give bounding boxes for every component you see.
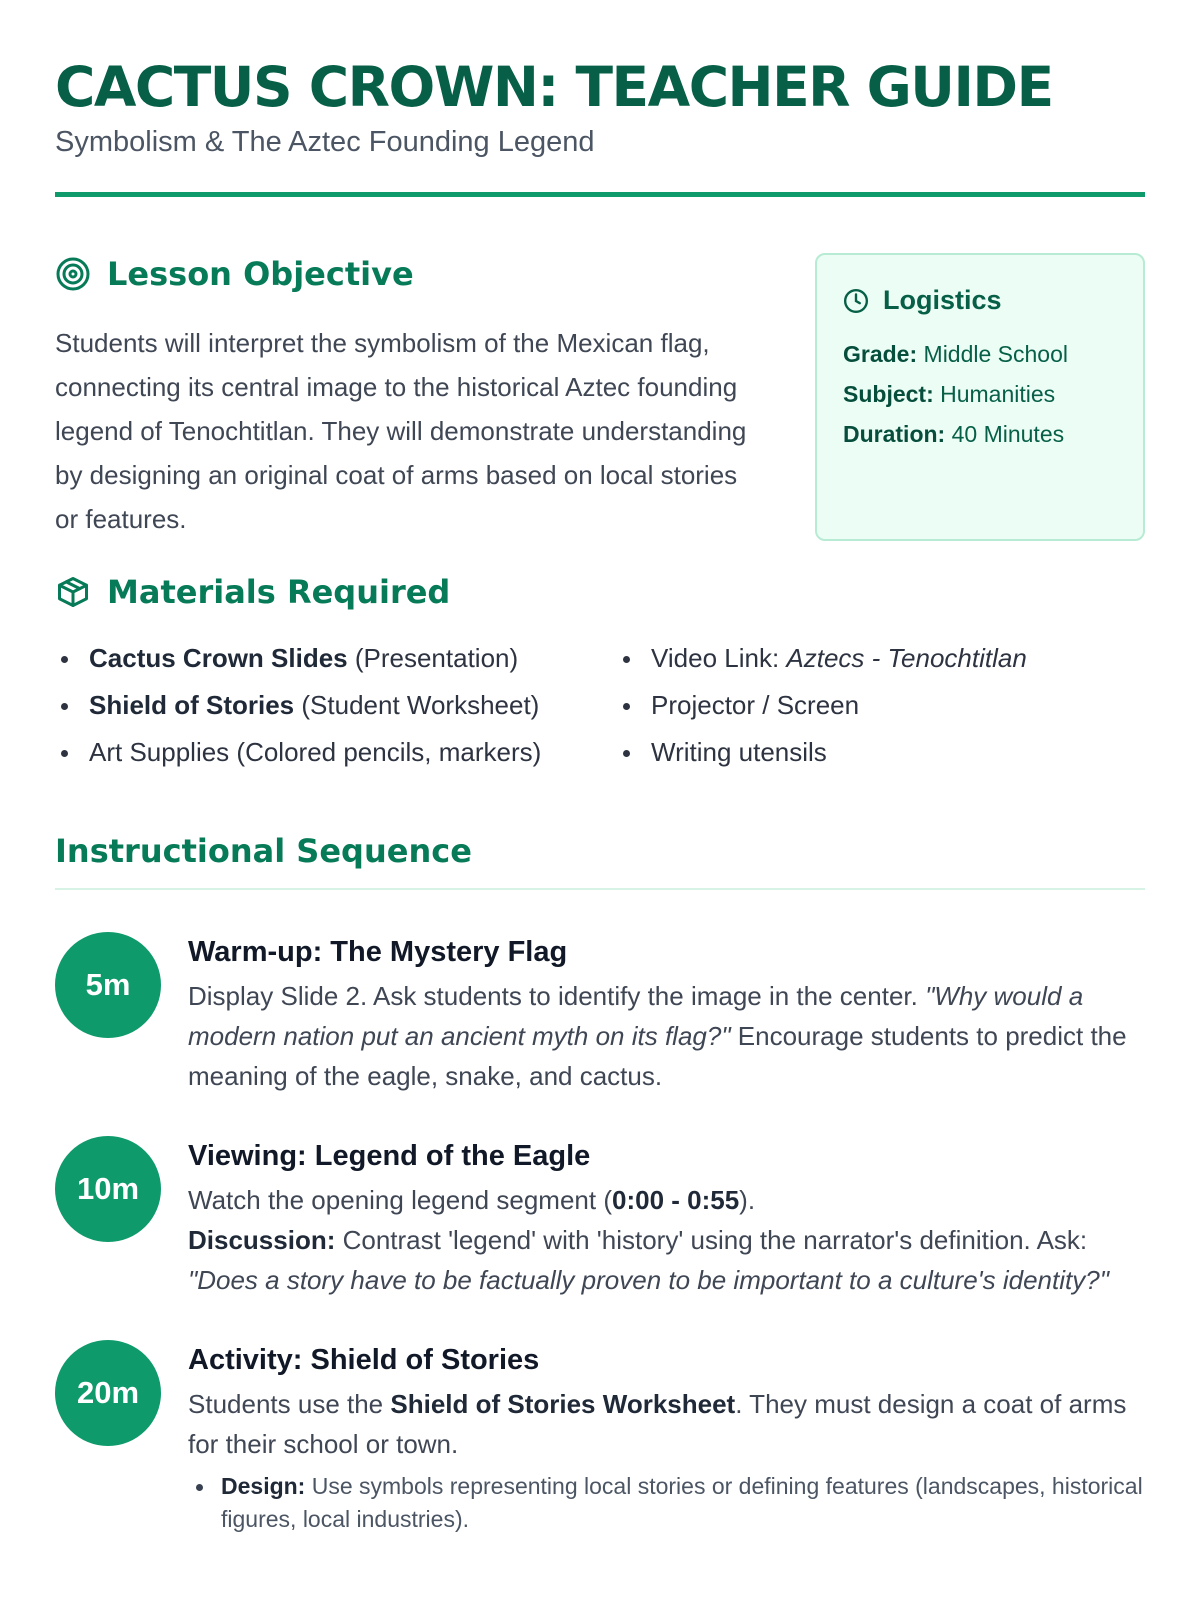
logistics-label: Duration:	[843, 421, 946, 447]
materials-list	[55, 635, 1145, 776]
logistics-duration	[843, 414, 1117, 454]
material-name: Cactus Crown Slides	[89, 643, 348, 673]
instructional-sequence-section	[55, 832, 1145, 1536]
step-warm-up	[55, 930, 1145, 1096]
list-item	[55, 635, 617, 682]
worksheet-name: Shield of Stories Worksheet	[390, 1389, 736, 1419]
step-description	[188, 976, 1145, 1096]
logistics-title: Logistics	[883, 285, 1002, 315]
step-text: . They must design a coat of arms for their school or town.	[188, 1389, 1127, 1459]
material-detail: Writing utensils	[651, 737, 827, 767]
step-description	[188, 1384, 1145, 1464]
detail-label: Design:	[221, 1473, 306, 1499]
page-subtitle: Symbolism & The Aztec Founding Legend	[55, 126, 595, 158]
logistics-value: Middle School	[923, 341, 1068, 367]
list-item	[55, 682, 617, 729]
logistics-label: Grade:	[843, 341, 918, 367]
step-text: Display Slide 2. Ask students to identify the image in the center.	[188, 981, 926, 1011]
video-timestamp: 0:00 - 0:55	[611, 1185, 740, 1215]
step-text: ).	[739, 1185, 756, 1215]
material-detail: (Student Worksheet)	[294, 690, 540, 720]
duration-badge: 20m	[55, 1340, 161, 1446]
discussion-label: Discussion:	[188, 1225, 336, 1255]
logistics-card	[815, 253, 1145, 541]
list-item	[617, 729, 1027, 776]
materials-column-right	[617, 635, 1027, 776]
list-item	[188, 1470, 1145, 1536]
step-text: Watch the opening legend segment (	[188, 1185, 612, 1215]
activity-details	[188, 1470, 1145, 1536]
step-text: Students use the	[188, 1389, 391, 1419]
lesson-objective-heading	[55, 255, 765, 293]
instructional-sequence-heading: Instructional Sequence	[55, 832, 1145, 890]
lesson-objective-section	[55, 255, 765, 541]
logistics-label: Subject:	[843, 381, 934, 407]
step-quote: "Does a story have to be factually proven to be important to a culture's identity?"	[188, 1265, 1109, 1295]
duration-badge: 10m	[55, 1136, 161, 1242]
step-description	[188, 1180, 1145, 1300]
step-list	[55, 930, 1145, 1536]
video-title: Aztecs - Tenochtitlan	[786, 643, 1027, 673]
list-item	[617, 682, 1027, 729]
step-text: Encourage students to predict the meaning of the eagle, snake, and cactus.	[188, 1021, 1127, 1091]
material-name: Shield of Stories	[89, 690, 295, 720]
target-icon	[55, 256, 91, 292]
materials-heading	[55, 573, 1145, 611]
list-item	[55, 729, 617, 776]
step-activity	[55, 1338, 1145, 1536]
material-detail: Video Link:	[651, 643, 787, 673]
material-detail: Projector / Screen	[651, 690, 860, 720]
materials-column-left	[55, 635, 617, 776]
box-icon	[55, 574, 91, 610]
clock-icon	[843, 288, 869, 314]
duration-badge: 5m	[55, 932, 161, 1038]
material-detail: Art Supplies (Colored pencils, markers)	[89, 737, 542, 767]
page-title: CACTUS CROWN: TEACHER GUIDE	[55, 55, 1053, 119]
step-quote: "Why would a modern nation put an ancient myth on its flag?"	[188, 981, 1084, 1051]
top-row	[55, 197, 1145, 534]
materials-section	[55, 573, 1145, 776]
header	[55, 0, 1145, 197]
list-item	[617, 635, 1027, 682]
step-title: Warm-up: The Mystery Flag	[188, 936, 568, 968]
logistics-value: 40 Minutes	[951, 421, 1065, 447]
logistics-grade	[843, 334, 1117, 374]
logistics-heading	[843, 285, 1117, 316]
material-detail: (Presentation)	[347, 643, 519, 673]
lesson-objective-text: Students will interpret the symbolism of the Mexican flag, connecting its central image to the historical Aztec founding legend of Tenochtitlan. They will demonstrate understanding by designing an original coat of arms based on local stories or features.	[55, 328, 747, 534]
detail-text: Use symbols representing local stories or defining features (landscapes, historical figures, local industries).	[221, 1473, 1143, 1532]
step-text: Contrast 'legend' with 'history' using the narrator's definition. Ask:	[335, 1225, 1088, 1255]
materials-title: Materials Required	[107, 573, 451, 611]
lesson-objective-title: Lesson Objective	[107, 255, 414, 293]
step-viewing	[55, 1134, 1145, 1300]
step-title: Activity: Shield of Stories	[188, 1344, 540, 1376]
logistics-subject	[843, 374, 1117, 414]
step-title: Viewing: Legend of the Eagle	[188, 1140, 591, 1172]
logistics-value: Humanities	[940, 381, 1056, 407]
